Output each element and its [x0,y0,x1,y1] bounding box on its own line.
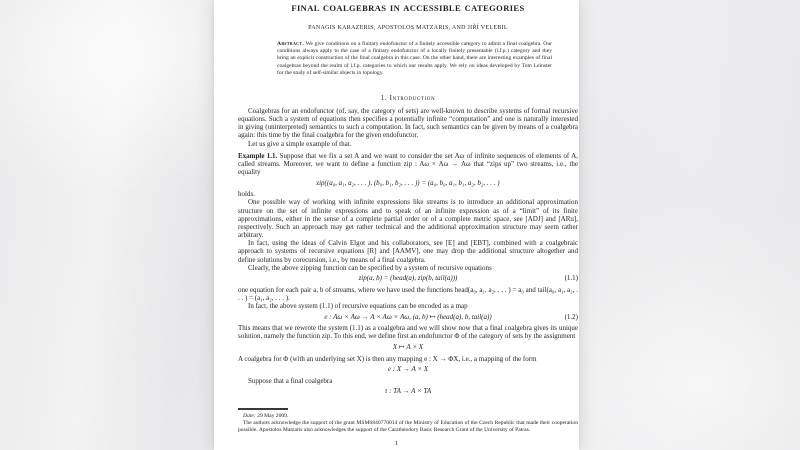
footnote-date-label: Date: [243,413,256,419]
footnote-acknowledgement: The authors acknowledge the support of the grant MSM6840770014 of the Ministry of Education of the Czech Republic that made their cooperation possible. Apostolos Matzaris also acknowledges the support of the Carathéodory Basic Research Grant of the University of Patras. [238,419,578,433]
display-equation-final-coalgebra: τ : TA → A × TA [384,387,432,396]
abstract [277,41,552,77]
paper-page [214,0,579,450]
paper-title: FINAL COALGEBRAS IN ACCESSIBLE CATEGORIES [291,3,525,13]
body-paragraph: Let us give a simple example of that. [248,139,352,148]
body-paragraph: One possible way of working with infinite expressions like streams is to introduce an additional approximation structure on the set of infinite expressions and to speak of an infinite expression as of a “limit” of its finite approximations, either in the sense of a complete partial order or of a complete metric space, see [ADJ] and [ARu], respectively. Such an approach may get rather technical and the additional approximation structure may seem rather arbitrary. [238,198,578,240]
footnote-rule [238,408,288,410]
body-paragraph: holds. [238,190,255,199]
example-paragraph [238,152,578,176]
display-equation-assignment: X ↦ A × X [392,343,424,352]
footnote [238,408,578,434]
equation-number: (1.1) [564,274,578,283]
body-paragraph: Suppose that a final coalgebra [248,376,333,385]
body-paragraph: Clearly, the above zipping function can be specified by a system of recursive equations [248,263,492,272]
display-equation-1-2 [238,313,578,322]
display-equation-coalgebra: e : X → A × X [387,365,429,374]
footnote-date-text: 29 May 2009. [255,413,289,419]
display-equation-1-1 [238,274,578,283]
equation-number: (1.2) [564,312,578,321]
body-paragraph: one equation for each pair a, b of streams, where we have used the functions head(a₀, a₁, a₂, . . . ) = a₀ and tail(a₀, a₁, a₂, . . . ) = (a₁, a₂, . . . ). [238,285,578,302]
body-paragraph: In fact, the above system (1.1) of recursive equations can be encoded as a map [248,302,468,311]
footnote-date [238,413,578,420]
paper-authors: PANAGIS KARAZERIS, APOSTOLOS MATZARIS, AND JIŘÍ VELEBIL [308,25,508,31]
body-paragraph: In fact, using the ideas of Calvin Elgot and his collaborators, see [E] and [EBT], combined with a coalgebraic approach to systems of recursive equations [R] and [AAMV], one may drop the additional structure altogether and define solutions by corecursion, i.e., by means of a final coalgebra. [238,239,578,264]
equation-body: zip(a, b) = (head(a), zip(b, tail(a))) [358,274,458,283]
paper-content [238,0,578,399]
body-paragraph: This means that we rewrote the system (1.1) as a coalgebra and we will show now that a final coalgebra gives its unique solution, namely the function zip. To this end, we define first an endofunctor Φ of the category of sets by the assignment [238,324,578,341]
equation-body: e : Aω × Aω → A × Aω × Aω, (a, b) ↦ (head(a), b, tail(a)) [324,312,492,321]
example-text: Suppose that we fix a set A and we want to consider the set Aω of infinite sequences of elements of A, called streams. Moreover, we want to define a function zip : Aω × Aω → Aω that “zips up” two streams, i.e., the equality [238,151,578,177]
body-paragraph: Coalgebras for an endofunctor (of, say, the category of sets) are well-known to describe systems of formal recursive equations. Such a system of equations then specifies a potentially infinite “computation” and one is naturally interested in giving (uninterpreted) semantics to such a computation. In fact, such semantics can be given by means of a coalgebra again: this time by the final coalgebra for the given endofunctor. [238,107,578,140]
display-equation-zip: zip((a₀, a₁, a₂, . . . ), (b₀, b₁, b₂, . . . )) = (a₀, b₀, a₁, b₁, a₂, b₂, . . . ) [316,178,500,187]
section-heading: 1. Introduction [380,94,436,103]
example-label: Example 1.1. [238,151,278,160]
body-paragraph: A coalgebra for Φ (with an underlying set X) is then any mapping e : X → ΦX, i.e., a mapping of the form [238,354,537,363]
abstract-label: Abstract. [277,41,305,47]
page-number: 1 [394,440,399,447]
abstract-text: We give conditions on a finitary endofunctor of a finitely accessible category to admit a final coalgebra. Our conditions always apply to the case of a finitary endofunctor of a locally finitely presentable (l.f.p.) category and they bring an explicit construction of the final coalgebra in this case. On the other hand, there are interesting examples of final coalgebras beyond the realm of l.f.p. categories to which our results apply. We rely on ideas developed by Tom Leinster for the study of self-similar objects in topology. [277,41,552,76]
